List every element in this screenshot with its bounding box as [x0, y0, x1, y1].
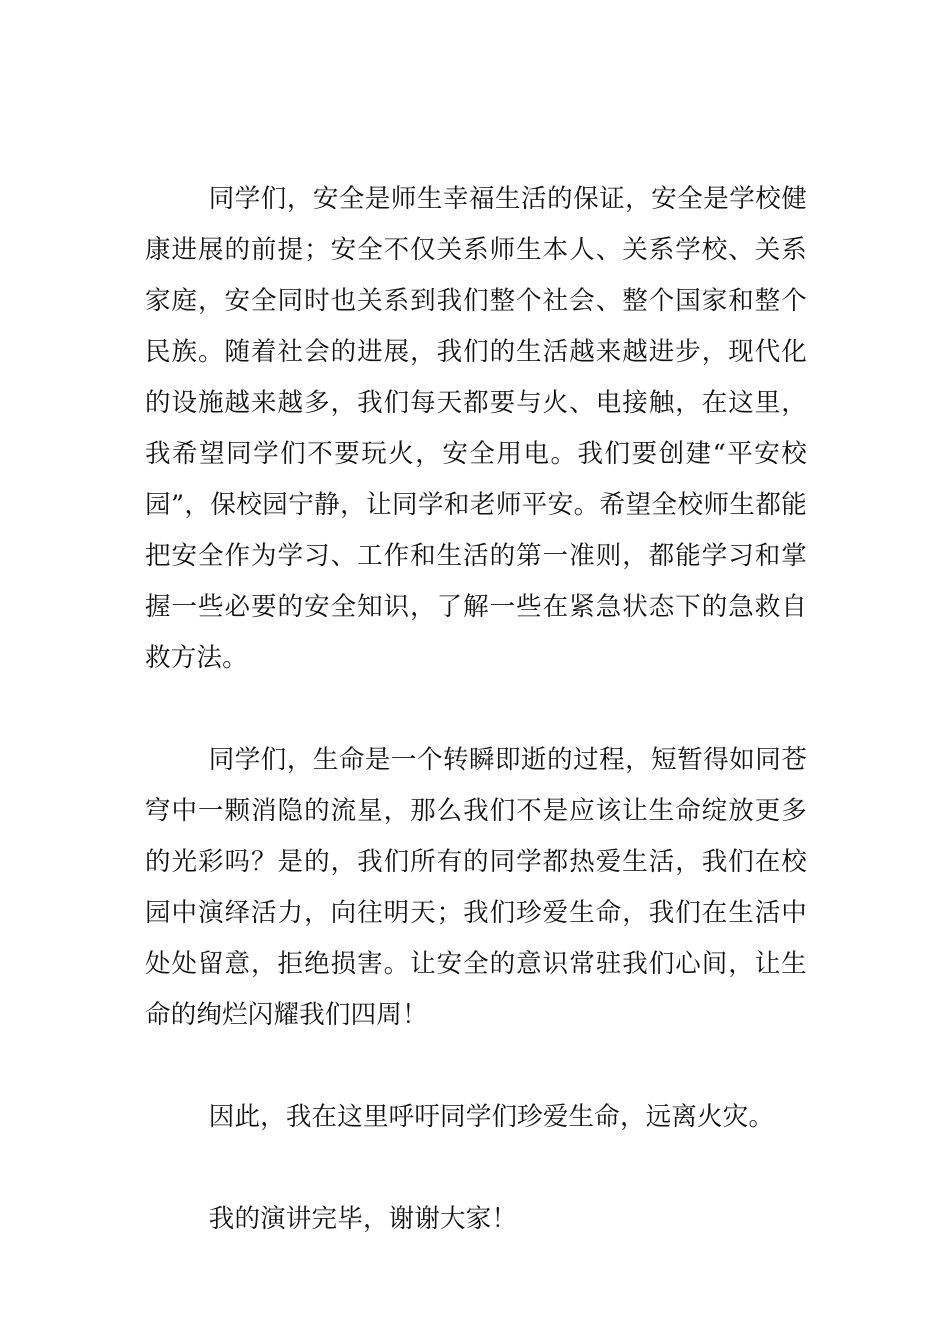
paragraph-cherish-life: 同学们，生命是一个转瞬即逝的过程，短暂得如同苍穹中一颗消隐的流星，那么我们不是应该让生命绽放更多的光彩吗？是的，我们所有的同学都热爱生活，我们在校园中演绎活力，向往明天；我们珍爱生命，我们在生活中处处留意，拒绝损害。让安全的意识常驻我们心间，让生命的绚烂闪耀我们四周！	[145, 745, 807, 1030]
paragraph-safety-importance: 同学们，安全是师生幸福生活的保证，安全是学校健康进展的前提；安全不仅关系师生本人、关系学校、关系家庭，安全同时也关系到我们整个社会、整个国家和整个民族。随着社会的进展，我们的生活越来越进步，现代化的设施越来越多，我们每天都要与火、电接触，在这里，我希望同学们不要玩火，安全用电。我们要创建“平安校园”，保校园宁静，让同学和老师平安。希望全校师生都能把安全作为学习、工作和生活的第一准则，都能学习和掌握一些必要的安全知识，了解一些在紧急状态下的急救自救方法。	[145, 184, 807, 673]
paragraph-appeal: 因此，我在这里呼吁同学们珍爱生命，远离火灾。	[208, 1102, 775, 1132]
document-body	[145, 174, 807, 1245]
paragraph-closing: 我的演讲完毕，谢谢大家！	[208, 1204, 518, 1234]
